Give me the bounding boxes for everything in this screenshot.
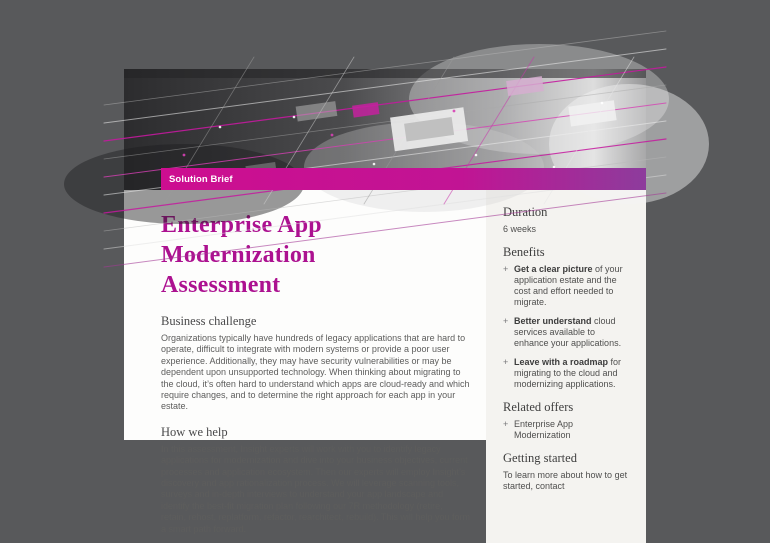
document-page: [124, 69, 646, 534]
solution-brief-banner: [161, 168, 646, 190]
banner-label: Solution Brief: [169, 173, 233, 185]
benefit-text-bold: Get a clear picture: [514, 264, 593, 274]
page-title-line-2: Assessment: [161, 272, 281, 298]
benefit-item: [503, 264, 632, 308]
sidebar-heading-benefits: Benefits: [503, 245, 545, 259]
plus-bullet-icon: +: [503, 264, 509, 274]
benefit-text-bold: Leave with a roadmap: [514, 357, 609, 367]
benefit-text: [514, 264, 632, 308]
section-heading-how-we-help: How we help: [161, 424, 228, 439]
plus-bullet-icon: +: [503, 357, 509, 367]
benefit-text-rest: of your application estate and the cost and effort needed to migrate.: [514, 264, 623, 307]
sidebar-heading-duration: Duration: [503, 205, 548, 219]
section-body-business-challenge: Organizations typically have hundreds of legacy applications that are hard to operate, difficult to integrate with modern systems or provide a poor user experience. Additionally, they may have security vulnerabilities or may be dependent upon unsupported technology. When thinking about migrating to the cloud, it’s often hard to understand which apps are cloud-ready and which require changes, and to determine the right approach for each app in your estate.: [161, 333, 470, 412]
benefit-text-rest: cloud services available to enhance your applications.: [514, 316, 622, 348]
sidebar-heading-related-offers: Related offers: [503, 400, 574, 414]
header-image-circuit-board: [124, 69, 646, 190]
plus-bullet-icon: +: [503, 316, 509, 326]
duration-value: 6 weeks: [503, 224, 537, 234]
related-offer-text: Enterprise App Modernization: [514, 419, 574, 440]
section-body-how-we-help: In this assessment, Insight experts will work with you to identify legacy applications for modernization and dive into your business objectives, current processes and application ecosystem. Then our experts will employ Insight’s discovery and app rationalization process. We will leverage scanning tools, surveys and in-depth interviews to understand your app landscape and identify the best-fit migration plan following our 7R methodology (retire, retain, rehost, replatform, refactor, rearchitect, rebuild). This will help you form a smart path forward.: [161, 443, 470, 534]
related-offer-item: [503, 419, 632, 441]
plus-bullet-icon: +: [503, 419, 509, 429]
benefit-text: [514, 357, 632, 390]
page-title: [161, 210, 470, 300]
benefit-text-bold: Better understand: [514, 316, 592, 326]
benefit-item: [503, 316, 632, 349]
section-heading-business-challenge: Business challenge: [161, 314, 257, 328]
benefit-text: [514, 316, 632, 349]
benefit-item: [503, 357, 632, 390]
benefit-text-rest: for migrating to the cloud and modernizing applications.: [514, 357, 622, 389]
getting-started-text: To learn more about how to get started, contact: [503, 470, 628, 491]
page-title-line-1: Enterprise App Modernization: [161, 212, 322, 268]
main-column: [124, 190, 486, 543]
sidebar: [486, 190, 646, 543]
content-area: [124, 190, 646, 543]
sidebar-heading-getting-started: Getting started: [503, 451, 577, 465]
